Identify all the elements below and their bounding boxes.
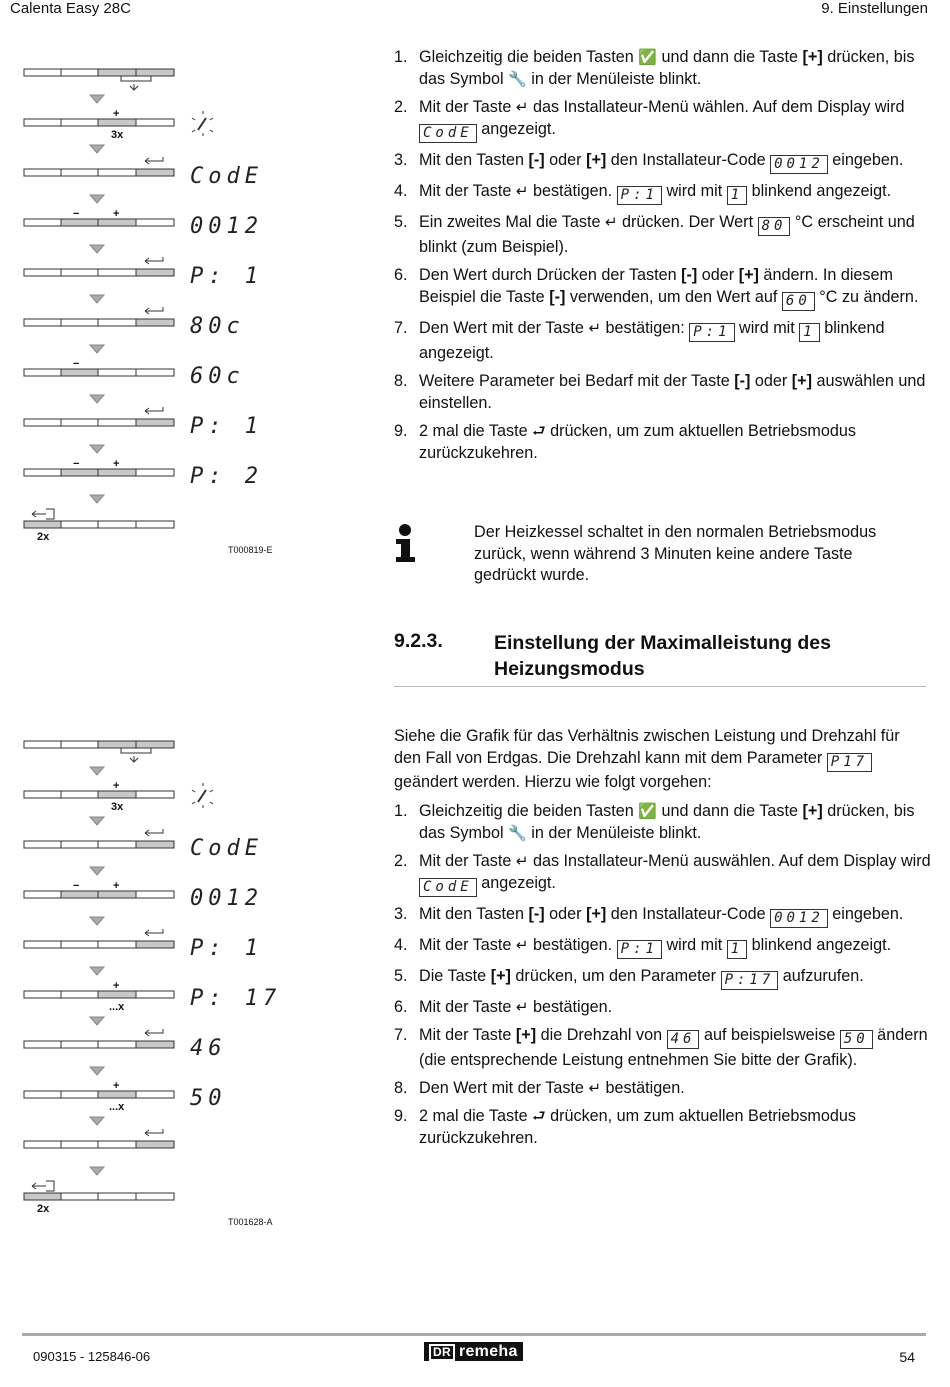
lcd-display: P: 2 [190, 464, 263, 489]
step-text: bestätigen. [528, 936, 617, 954]
key-icon: 🔧 [508, 70, 527, 88]
page-number: 54 [899, 1349, 915, 1365]
key-icon: ↵ [588, 319, 602, 337]
step-text: °C zu ändern. [814, 288, 919, 306]
step-text: Mit der Taste [419, 936, 516, 954]
display-value: 0012 [770, 155, 828, 174]
step-number: 4. [394, 936, 408, 954]
list-item [394, 903, 934, 928]
info-icon [392, 523, 418, 563]
step-number: 2. [394, 98, 408, 116]
key-reference: [-] [549, 288, 566, 306]
step-number: 1. [394, 48, 408, 66]
lcd-display: 0012 [190, 214, 263, 239]
step-text: Gleichzeitig die beiden Tasten [419, 48, 639, 66]
display-value: 46 [667, 1030, 700, 1049]
step-text: das Installateur-Menü wählen. Auf dem Display wird [528, 98, 905, 116]
step-text: in der Menüleiste blinkt. [526, 70, 702, 88]
step-text: wird mit [661, 182, 727, 200]
info-note: Der Heizkessel schaltet in den normalen Betriebsmodus zurück, wenn während 3 Minuten keine andere Taste gedrückt wurde. [474, 523, 877, 584]
display-value: P:1 [617, 940, 662, 959]
step-text: blinkend angezeigt. [747, 182, 892, 200]
plus-label: + [113, 1080, 120, 1092]
key-icon: ↵ [515, 182, 529, 200]
list-item [394, 420, 934, 464]
plus-label: + [113, 108, 120, 120]
step-text: angezeigt. [476, 120, 556, 138]
key-reference: [-] [528, 905, 545, 923]
step-text: Mit den Tasten [419, 151, 529, 169]
step-text: oder [544, 151, 587, 169]
list-item [394, 264, 934, 311]
step-text: Gleichzeitig die beiden Tasten [419, 802, 639, 820]
step-number: 3. [394, 905, 408, 923]
step-text: verwenden, um den Wert auf [565, 288, 782, 306]
step-number: 7. [394, 319, 408, 337]
step-number: 6. [394, 266, 408, 284]
instruction-list-1 [394, 46, 934, 470]
step-text: °C erscheint und blinkt (zum Beispiel). [419, 213, 915, 256]
step-text: drücken. Der Wert [617, 213, 758, 231]
step-text: Mit den Tasten [419, 905, 529, 923]
brand-logo [424, 1342, 523, 1361]
key-icon: 🔧 [508, 824, 527, 842]
list-item [394, 1024, 934, 1071]
step-number: 8. [394, 372, 408, 390]
list-item [394, 211, 934, 258]
step-number: 8. [394, 1079, 408, 1097]
lcd-display: P: 1 [190, 936, 263, 961]
step-text: Den Wert durch Drücken der Tasten [419, 266, 682, 284]
step-text: ändern. In diesem Beispiel die Taste [419, 266, 894, 306]
list-item [394, 46, 934, 90]
minus-label: − [73, 880, 80, 892]
step-text: blinkend angezeigt. [419, 319, 885, 362]
lcd-display: 80c [190, 314, 245, 339]
key-reference: [+] [515, 1026, 537, 1044]
step-text: bestätigen. [528, 182, 617, 200]
step-text: 2 mal die Taste [419, 1107, 533, 1125]
step-text: Die Taste [419, 967, 491, 985]
document-title: Calenta Easy 28C [10, 0, 131, 17]
list-item [394, 370, 934, 414]
display-value: 50 [840, 1030, 873, 1049]
display-value: 1 [727, 186, 747, 205]
minus-label: − [73, 358, 80, 370]
step-number: 1. [394, 802, 408, 820]
lcd-display: CodE [190, 836, 263, 861]
chapter-title: 9. Einstellungen [821, 0, 928, 17]
section-intro [394, 726, 929, 793]
key-icon: ⮐ [532, 422, 546, 440]
key-reference: [-] [734, 372, 751, 390]
lcd-display: 46 [190, 1036, 227, 1061]
step-text: oder [544, 905, 587, 923]
display-value: 1 [727, 940, 747, 959]
step-number: 3. [394, 151, 408, 169]
step-text: angezeigt. [476, 874, 556, 892]
repeat-label: 2x [37, 1203, 50, 1215]
display-value: 60 [782, 292, 815, 311]
lcd-display: 0012 [190, 886, 263, 911]
step-number: 9. [394, 1107, 408, 1125]
step-text: Den Wert mit der Taste [419, 319, 589, 337]
step-text: bestätigen: [601, 319, 690, 337]
minus-label: − [73, 458, 80, 470]
key-icon: ✅ [638, 48, 657, 66]
lcd-display: 60c [190, 364, 245, 389]
logo-text: remeha [458, 1343, 518, 1360]
list-item [394, 1105, 934, 1149]
step-number: 4. [394, 182, 408, 200]
step-text: die Drehzahl von [536, 1026, 667, 1044]
display-value: CodE [419, 124, 477, 143]
key-reference: [+] [802, 48, 823, 66]
step-text: auswählen und einstellen. [419, 372, 926, 412]
repeat-label: 3x [111, 129, 124, 141]
step-text: den Installateur-Code [606, 151, 771, 169]
key-icon: ↵ [604, 213, 618, 231]
list-item [394, 317, 934, 364]
display-value: CodE [419, 878, 477, 897]
key-reference: [+] [586, 905, 607, 923]
key-icon: ↵ [515, 998, 529, 1016]
step-text: Mit der Taste [419, 1026, 516, 1044]
key-icon: ↵ [515, 936, 529, 954]
step-text: drücken, bis das Symbol [419, 802, 915, 842]
instruction-list-2 [394, 800, 934, 1155]
step-text: wird mit [661, 936, 727, 954]
minus-label: − [73, 208, 80, 220]
footer-rule [22, 1333, 926, 1336]
step-number: 6. [394, 998, 408, 1016]
step-text: blinkend angezeigt. [747, 936, 892, 954]
step-text: in der Menüleiste blinkt. [526, 824, 702, 842]
step-text: auf beispielsweise [699, 1026, 840, 1044]
list-item [394, 996, 934, 1018]
lcd-display: P: 17 [190, 986, 282, 1011]
display-value: P:1 [689, 323, 734, 342]
step-text: Weitere Parameter bei Bedarf mit der Taste [419, 372, 735, 390]
lcd-display: P: 1 [190, 264, 263, 289]
list-item [394, 180, 934, 205]
list-item [394, 149, 934, 174]
list-item [394, 965, 934, 990]
section-divider [394, 686, 926, 687]
section-number: 9.2.3. [394, 630, 443, 652]
section-title: Einstellung der Maximalleistung des Heizungsmodus [494, 632, 831, 680]
display-value: P17 [827, 753, 872, 772]
plus-label: + [113, 880, 120, 892]
step-text: oder [750, 372, 792, 390]
plus-label: + [113, 780, 120, 792]
step-text: Siehe die Grafik für das Verhältnis zwischen Leistung und Drehzahl für den Fall von Erdgas. Die Drehzahl kann mit dem Parameter [394, 727, 900, 767]
plus-label: + [113, 458, 120, 470]
display-value: 1 [799, 323, 819, 342]
key-reference: [+] [586, 151, 607, 169]
display-value: P:1 [617, 186, 662, 205]
step-number: 9. [394, 422, 408, 440]
plus-label: + [113, 980, 120, 992]
step-text: Den Wert mit der Taste [419, 1079, 589, 1097]
key-reference: [-] [681, 266, 698, 284]
step-text: drücken, um den Parameter [510, 967, 721, 985]
step-text: Mit der Taste [419, 182, 516, 200]
repeat-label: 2x [37, 531, 50, 543]
key-icon: ⮐ [532, 1107, 546, 1125]
step-number: 5. [394, 967, 408, 985]
lcd-display: CodE [190, 164, 263, 189]
step-text: eingeben. [827, 151, 904, 169]
step-text: bestätigen. [528, 998, 613, 1016]
figure-reference: T000819-E [228, 545, 273, 555]
step-text: Mit der Taste [419, 98, 516, 116]
list-item [394, 96, 934, 143]
key-reference: [+] [802, 802, 823, 820]
step-number: 2. [394, 852, 408, 870]
step-text: und dann die Taste [656, 48, 803, 66]
keypad-diagram-1 [0, 0, 300, 560]
lcd-display: P: 1 [190, 414, 263, 439]
step-text: drücken, bis das Symbol [419, 48, 915, 88]
display-value: 80 [758, 217, 791, 236]
step-text: 2 mal die Taste [419, 422, 533, 440]
key-reference: [+] [791, 372, 813, 390]
step-text: das Installateur-Menü auswählen. Auf dem Display wird [528, 852, 931, 870]
document-number: 090315 - 125846-06 [33, 1349, 151, 1364]
key-reference: [+] [490, 967, 511, 985]
display-value: P:17 [721, 971, 779, 990]
step-text: drücken, um zum aktuellen Betriebsmodus zurückzukehren. [419, 1107, 857, 1147]
step-text: den Installateur-Code [606, 905, 771, 923]
key-reference: [+] [738, 266, 759, 284]
lcd-display: 50 [190, 1086, 227, 1111]
plus-label: + [113, 208, 120, 220]
logo-mark: DR [429, 1344, 455, 1361]
step-text: Ein zweites Mal die Taste [419, 213, 605, 231]
step-text: Mit der Taste [419, 998, 516, 1016]
step-text: ändern (die entsprechende Leistung entnehmen Sie bitte der Grafik). [419, 1026, 928, 1069]
repeat-label: ...x [109, 1001, 125, 1013]
step-text: geändert werden. Hierzu wie folgt vorgehen: [394, 772, 712, 791]
step-number: 5. [394, 213, 408, 231]
repeat-label: ...x [109, 1101, 125, 1113]
step-text: eingeben. [827, 905, 904, 923]
list-item [394, 1077, 934, 1099]
step-text: Mit der Taste [419, 852, 516, 870]
step-text: bestätigen. [601, 1079, 685, 1097]
key-icon: ↵ [515, 852, 529, 870]
key-icon: ↵ [588, 1079, 602, 1097]
step-text: drücken, um zum aktuellen Betriebsmodus zurückzukehren. [419, 422, 857, 462]
step-text: wird mit [734, 319, 800, 337]
key-reference: [-] [528, 151, 545, 169]
step-text: oder [697, 266, 739, 284]
keypad-diagram-2 [0, 672, 300, 1232]
key-icon: ✅ [638, 802, 657, 820]
step-text: aufzurufen. [778, 967, 864, 985]
step-number: 7. [394, 1026, 408, 1044]
repeat-label: 3x [111, 801, 124, 813]
step-text: und dann die Taste [656, 802, 803, 820]
display-value: 0012 [770, 909, 828, 928]
figure-reference: T001628-A [228, 1217, 273, 1227]
list-item [394, 800, 934, 844]
key-icon: ↵ [515, 98, 529, 116]
list-item [394, 934, 934, 959]
list-item [394, 850, 934, 897]
